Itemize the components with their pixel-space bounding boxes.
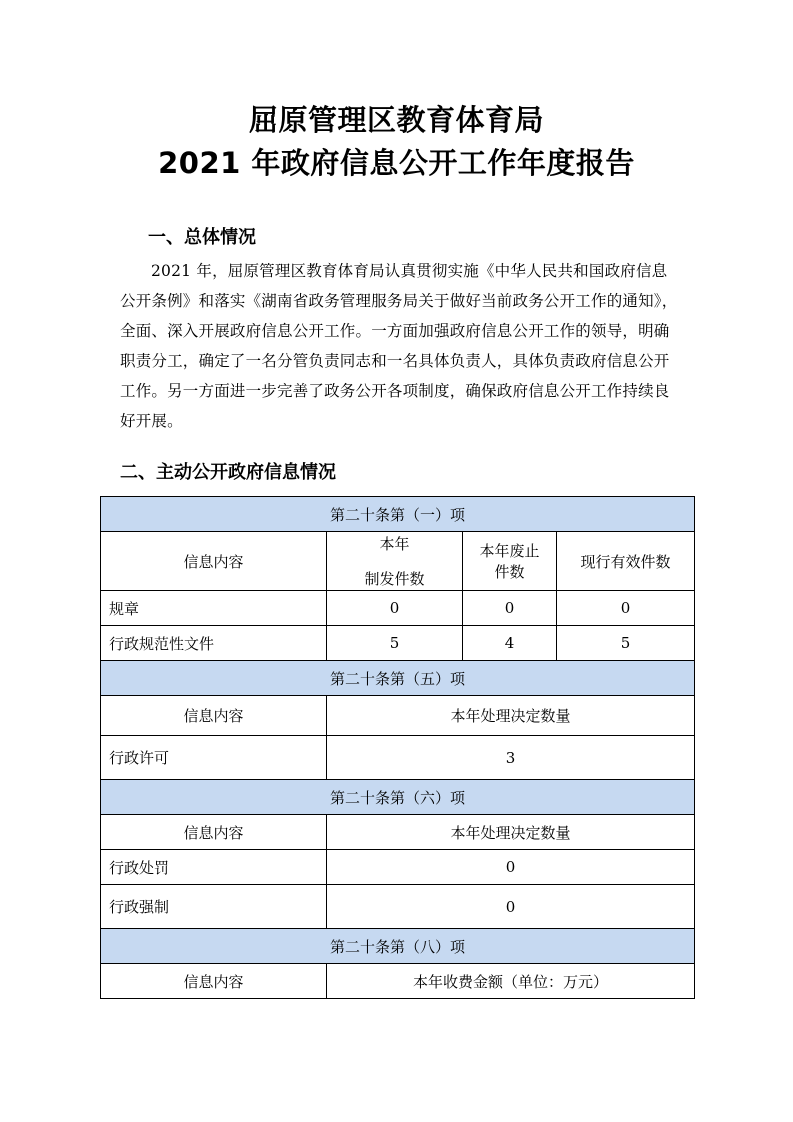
header-abolished (463, 532, 557, 591)
paragraph-line: 职责分工，确定了一名分管负责同志和一名具体负责人，具体负责政府信息公开 (120, 352, 670, 370)
row-count: 3 (327, 736, 695, 780)
table-header-row (101, 532, 695, 591)
paragraph-line: 好开展。 (120, 412, 183, 430)
row-abolished: 4 (463, 626, 557, 661)
row-name: 规章 (101, 591, 327, 626)
row-issued: 0 (327, 591, 463, 626)
row-valid: 0 (557, 591, 695, 626)
row-abolished: 0 (463, 591, 557, 626)
table-row (101, 850, 695, 885)
table-header-row (101, 964, 695, 999)
section2-heading: 二、主动公开政府信息情况 (120, 462, 336, 483)
table-section-row (101, 661, 695, 696)
row-name: 行政许可 (101, 736, 327, 780)
row-name: 行政处罚 (101, 850, 327, 885)
table-header-row (101, 696, 695, 736)
header-issued-line1: 本年 (379, 535, 410, 553)
table-row (101, 591, 695, 626)
article-8-title: 第二十条第（八）项 (101, 929, 695, 964)
table-section-row (101, 929, 695, 964)
table-section-row (101, 780, 695, 815)
header-issued (327, 532, 463, 591)
header-issued-line2: 制发件数 (364, 570, 425, 588)
article-6-title: 第二十条第（六）项 (101, 780, 695, 815)
table-row (101, 736, 695, 780)
table-row (101, 885, 695, 929)
paragraph-line: 全面、深入开展政府信息公开工作。一方面加强政府信息公开工作的领导，明确 (120, 322, 670, 340)
header-count: 本年处理决定数量 (327, 696, 695, 736)
row-name: 行政规范性文件 (101, 626, 327, 661)
header-abolished-line2: 件数 (494, 563, 525, 581)
report-title-line1: 屈原管理区教育体育局 (248, 103, 544, 137)
header-content: 信息内容 (101, 815, 327, 850)
section1-heading: 一、总体情况 (148, 227, 256, 248)
row-name: 行政强制 (101, 885, 327, 929)
section1-paragraph (120, 256, 680, 436)
row-count: 0 (327, 850, 695, 885)
table-section-row (101, 497, 695, 532)
row-issued: 5 (327, 626, 463, 661)
header-valid: 现行有效件数 (557, 532, 695, 591)
article-1-title: 第二十条第（一）项 (101, 497, 695, 532)
header-abolished-line1: 本年废止 (479, 542, 540, 560)
table-header-row (101, 815, 695, 850)
article-5-title: 第二十条第（五）项 (101, 661, 695, 696)
row-count: 0 (327, 885, 695, 929)
paragraph-line: 公开条例》和落实《湖南省政务管理服务局关于做好当前政务公开工作的通知》， (120, 292, 678, 310)
report-title-line2: 2021 年政府信息公开工作年度报告 (158, 146, 635, 180)
header-content: 信息内容 (101, 696, 327, 736)
header-content: 信息内容 (101, 964, 327, 999)
disclosure-table (100, 496, 695, 999)
header-content: 信息内容 (101, 532, 327, 591)
paragraph-line: 工作。另一方面进一步完善了政务公开各项制度，确保政府信息公开工作持续良 (120, 382, 670, 400)
row-valid: 5 (557, 626, 695, 661)
paragraph-line: 2021 年，屈原管理区教育体育局认真贯彻实施《中华人民共和国政府信息 (151, 262, 668, 280)
table-row (101, 626, 695, 661)
header-amount: 本年收费金额（单位：万元） (327, 964, 695, 999)
header-count: 本年处理决定数量 (327, 815, 695, 850)
